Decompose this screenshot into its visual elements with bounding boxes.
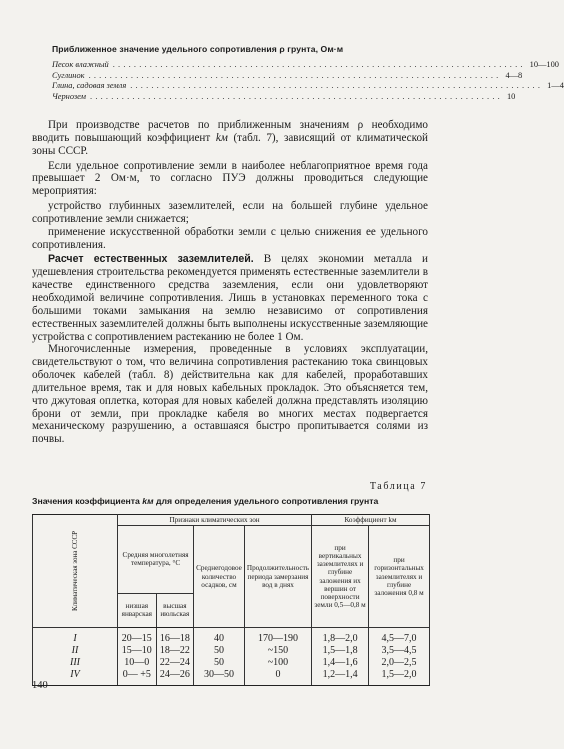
- soil-row: [52, 70, 523, 82]
- paragraph: Многочисленные измерения, проведенные в условиях эксплуатации, свидетельствуют о том, что величина сопротивления растеканию тока свинцовых оболочек кабелей (табл. 8) действительна как для кабелей, проработавших длительное время, так и для новых кабельных прокладок. Это объясняется тем, что джутовая оплетка, которая для новых кабелей должна представлять изоляцию брони от земли, при прокладке кабеля во многих местах подвергается механическому разрушению, а оставшаяся быстро пропитывается солями из почвы.: [32, 343, 428, 446]
- soil-name: Чернозем: [52, 91, 87, 101]
- vertical-cell: 1,8—2,0: [312, 628, 369, 646]
- freeze-cell: 170—190: [244, 628, 311, 646]
- low-temp-cell: 15—10: [118, 645, 157, 657]
- horizontal-cell: 2,0—2,5: [369, 657, 430, 669]
- coefficient-symbol: kм: [215, 131, 228, 144]
- table-row: [33, 657, 430, 669]
- high-temp-cell: 22—24: [156, 657, 194, 669]
- soil-resistivity-title: Приближенное значение удельного сопротивления ρ грунта, Ом·м: [52, 44, 344, 54]
- vertical-cell: 1,5—1,8: [312, 645, 369, 657]
- highest-temp-header: высшая июльская: [156, 593, 194, 627]
- horizontal-cell: 3,5—4,5: [369, 645, 430, 657]
- soil-row: [52, 60, 559, 71]
- avg-temp-header: Средняя многолетняя температура, °С: [118, 526, 194, 593]
- paragraph-text: В целях экономии металла и удешевления строительства рекомендуется применять естественные заземлители в качестве единственного средства заземления, если они удовлетворяют необходимой величине сопротивления. Лишь в установках переменного тока с большими токами замыкания на землю независимо от сопротивления естественных заземлителей должны быть выполнены искусственные заземляющие устройства с сопротивлением растеканию не более 1 Ом.: [32, 253, 428, 343]
- zone-cell: I: [33, 628, 118, 646]
- high-temp-cell: 24—26: [156, 669, 194, 686]
- soil-resistivity-list: [52, 60, 564, 102]
- table-title-text: для определения удельного сопротивления грунта: [155, 496, 379, 506]
- section-heading: Расчет естественных заземлителей.: [48, 253, 254, 266]
- precip-cell: 50: [194, 657, 245, 669]
- zone-cell: III: [33, 657, 118, 669]
- soil-name: Глина, садовая земля: [52, 81, 127, 91]
- vertical-cell: 1,4—1,6: [312, 657, 369, 669]
- freeze-cell: 0: [244, 669, 311, 686]
- vertical-header: при вертикальных заземлителях и глубине заложения их вершин от поверхности земли 0,5—0,8 м: [312, 526, 369, 628]
- high-temp-cell: 16—18: [156, 628, 194, 646]
- body-text: [32, 119, 428, 446]
- lowest-temp-header: низшая январская: [118, 593, 157, 627]
- paragraph: применение искусственной обработки земли с целью снижения ее удельного сопротивления.: [32, 225, 428, 251]
- freeze-header: Продолжительность периода замерзания вод в днях: [244, 526, 311, 628]
- table-label: Таблица 7: [369, 481, 427, 492]
- soil-name: Суглинок: [52, 70, 85, 80]
- freeze-cell: ~150: [244, 645, 311, 657]
- horizontal-header: при горизонтальных заземлителях и глубине заложения 0,8 м: [369, 526, 430, 628]
- climate-header: Признаки климатических зон: [118, 515, 312, 526]
- precip-cell: 40: [194, 628, 245, 646]
- paragraph-text: При производстве расчетов по приближенным значениям ρ необходимо вводить повышающий коэффициент: [32, 119, 428, 144]
- coefficient-symbol: kм: [142, 496, 154, 506]
- precip-cell: 30—50: [194, 669, 245, 686]
- table-title: [32, 496, 432, 506]
- table-row: [33, 645, 430, 657]
- coefficient-header: Коэффициент kм: [312, 515, 430, 526]
- soil-value: 10: [506, 91, 516, 101]
- zone-cell: IV: [33, 669, 118, 686]
- zone-header: Климатическая зона СССР: [33, 515, 118, 628]
- paragraph: устройство глубинных заземлителей, если на большей глубине удельное сопротивление земли снижается;: [32, 200, 428, 225]
- soil-value: 4—8: [505, 70, 523, 80]
- low-temp-cell: 20—15: [118, 628, 157, 646]
- paragraph: [32, 119, 428, 158]
- table-row: [33, 628, 430, 646]
- freeze-cell: ~100: [244, 657, 311, 669]
- horizontal-cell: 1,5—2,0: [369, 669, 430, 686]
- soil-row: [52, 91, 516, 103]
- soil-value: 10—100: [529, 60, 559, 69]
- low-temp-cell: 0— +5: [118, 669, 157, 686]
- horizontal-cell: 4,5—7,0: [369, 628, 430, 646]
- leader-dots: ..............................................................................: [130, 81, 544, 91]
- leader-dots: ..............................................................................: [112, 60, 526, 69]
- leader-dots: ..............................................................................: [88, 70, 502, 80]
- precip-cell: 50: [194, 645, 245, 657]
- vertical-cell: 1,2—1,4: [312, 669, 369, 686]
- soil-value: 1—4: [547, 81, 564, 91]
- coefficient-table: [32, 514, 430, 686]
- table-title-text: Значения коэффициента: [32, 496, 140, 506]
- high-temp-cell: 18—22: [156, 645, 194, 657]
- table-header-row: [33, 515, 430, 526]
- table-row: [33, 669, 430, 686]
- paragraph: [32, 253, 428, 343]
- paragraph: Если удельное сопротивление земли в наиболее неблагоприятное время года превышает 2 Ом·м, то согласно ПУЭ должны проводиться следующие мероприятия:: [32, 159, 428, 198]
- soil-name: Песок влажный: [52, 60, 109, 69]
- leader-dots: ..............................................................................: [90, 91, 503, 101]
- paragraph-text: (табл. 7), зависящий от климатической зоны СССР.: [32, 131, 429, 157]
- soil-row: [52, 81, 564, 92]
- low-temp-cell: 10—0: [118, 657, 157, 669]
- page-number: 140: [32, 680, 48, 691]
- precip-header: Среднегодовое количество осадков, см: [194, 526, 245, 628]
- zone-cell: II: [33, 645, 118, 657]
